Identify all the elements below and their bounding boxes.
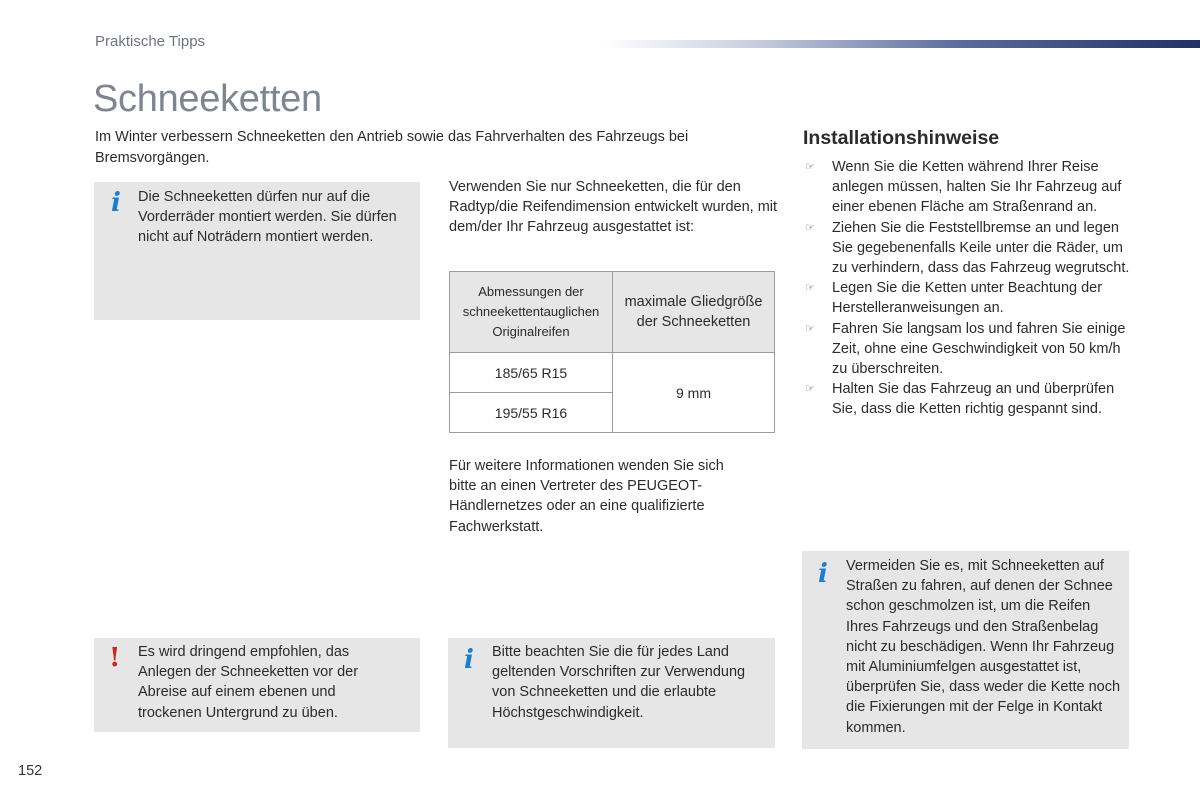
table-header-link-size: maximale Gliedgröße der Schneeketten <box>613 272 775 353</box>
intro-paragraph: Im Winter verbessern Schneeketten den Antrieb sowie das Fahrverhalten des Fahrzeugs bei Bremsvorgängen. <box>95 129 689 166</box>
info-icon: i <box>464 645 474 675</box>
info-box-melted-snow-text: Vermeiden Sie es, mit Schneeketten auf Straßen zu fahren, auf denen der Schnee schon geschmolzen ist, um die Reifen Ihres Fahrzeugs und den Straßenbelag nicht zu beschädigen. Wenn Ihr Fahrzeug mit Aluminiumfelgen ausgestattet ist, überprüfen Sie, dass weder die Kette noch die Fixierungen mit der Felge in Kontakt kommen. <box>846 558 1121 736</box>
tire-size-paragraph: Verwenden Sie nur Schneeketten, die für den Radtyp/die Reifendimension entwickelt wurden, mit dem/der Ihr Fahrzeug ausgestattet ist: <box>449 179 778 236</box>
table-cell-tire-2: 195/55 R16 <box>450 393 613 433</box>
list-item: ☞ Ziehen Sie die Feststellbremse an und legen Sie gegebenenfalls Keile unter die Räder, um zu verhindern, dass das Fahrzeug wegrutscht. <box>805 219 1130 277</box>
info-box-melted-snow <box>802 551 1129 749</box>
info-box-regulations-text: Bitte beachten Sie die für jedes Land geltenden Vorschriften zur Verwendung von Schneeketten und die erlaubte Höchstgeschwindigkeit. <box>492 644 746 721</box>
list-item: ☞ Fahren Sie langsam los und fahren Sie einige Zeit, ohne eine Geschwindigkeit von 50 km/h zu überschreiten. <box>805 320 1126 378</box>
section-label: Praktische Tipps <box>95 33 206 50</box>
warning-box <box>94 638 420 732</box>
info-icon: i <box>111 188 121 218</box>
list-item: ☞ Halten Sie das Fahrzeug an und überprüfen Sie, dass die Ketten richtig gespannt sind. <box>805 381 1115 418</box>
info-box-text: Die Schneeketten dürfen nur auf die Vorderräder montiert werden. Sie dürfen nicht auf Noträdern montiert werden. <box>138 189 397 246</box>
page-number: 152 <box>18 763 43 779</box>
pointing-hand-icon: ☞ <box>805 160 815 173</box>
warning-box-text: Es wird dringend empfohlen, das Anlegen der Schneeketten vor der Abreise auf einem ebenen und trockenen Untergrund zu üben. <box>138 644 359 721</box>
table-header-tire-size: Abmessungen der schneekettentauglichen Originalreifen <box>450 272 613 353</box>
table-cell-tire-1: 185/65 R15 <box>450 353 613 393</box>
list-item: ☞ Legen Sie die Ketten unter Beachtung der Herstelleranweisungen an. <box>805 280 1103 317</box>
header-gradient-bar <box>603 40 1200 48</box>
dealer-info-paragraph: Für weitere Informationen wenden Sie sich bitte an einen Vertreter des PEUGEOT-Händlernetzes oder an eine qualifizierte Fachwerkstatt. <box>449 458 724 535</box>
snow-chain-table <box>449 271 775 433</box>
info-box-regulations <box>448 638 775 748</box>
info-icon: i <box>818 559 828 589</box>
installation-title: Installationshinweise <box>803 127 1000 149</box>
exclamation-icon: ! <box>109 643 121 673</box>
installation-list <box>803 157 1133 420</box>
pointing-hand-icon: ☞ <box>805 220 815 234</box>
pointing-hand-icon: ☞ <box>805 281 815 295</box>
page-title: Schneeketten <box>93 78 322 120</box>
list-item: ☞ Wenn Sie die Ketten während Ihrer Reise anlegen müssen, halten Sie Ihr Fahrzeug auf einer ebenen Fläche am Straßenrand an. <box>805 159 1122 216</box>
info-box-front-wheels <box>94 182 420 320</box>
pointing-hand-icon: ☞ <box>805 382 815 396</box>
table-cell-link-size: 9 mm <box>613 353 775 433</box>
pointing-hand-icon: ☞ <box>805 321 815 335</box>
